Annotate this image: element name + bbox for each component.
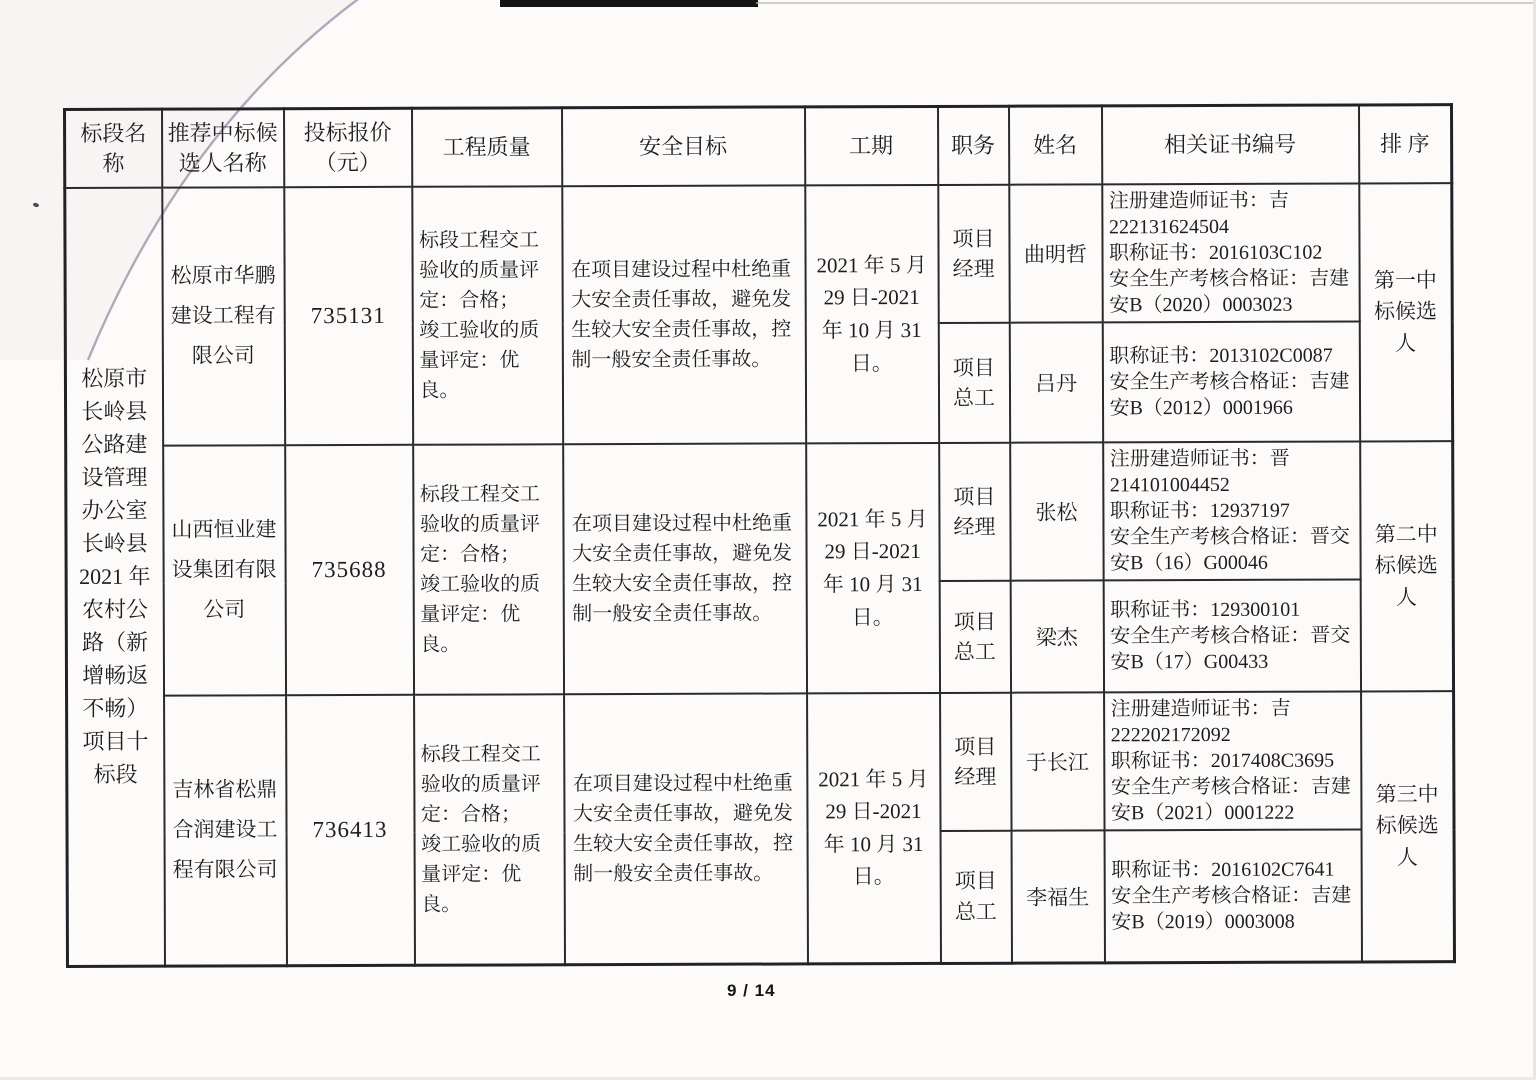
quality-cell: 标段工程交工 验收的质量评 定：合格； 竣工验收的质 量评定：优良。 — [412, 186, 563, 445]
rank-cell: 第二中标候选人 — [1360, 441, 1454, 691]
col-header-role: 职务 — [937, 106, 1008, 185]
certificates-cell: 注册建造师证书：晋 214101004452 职称证书：12937197 安全生产考核合格证：晋交 安B（16）G00046 — [1103, 441, 1360, 580]
scan-edge-black-strip — [500, 0, 758, 7]
bid-price-cell: 735688 — [285, 445, 414, 695]
safety-goal-cell: 在项目建设过程中杜绝重大安全责任事故，避免发生较大安全责任事故，控制一般安全责任事故。 — [562, 185, 806, 444]
company-cell: 山西恒业建设集团有限公司 — [163, 445, 286, 695]
certificates-cell: 职称证书：2013102C0087 安全生产考核合格证：吉建 安B（2012）0001966 — [1102, 321, 1359, 442]
rank-cell: 第三中标候选人 — [1361, 691, 1455, 961]
company-cell: 松原市华鹏建设工程有限公司 — [162, 187, 285, 445]
role-cell: 项目总工 — [940, 831, 1011, 963]
person-name-cell: 吕丹 — [1009, 322, 1102, 442]
bid-price-cell: 736413 — [286, 695, 415, 965]
role-cell: 项目经理 — [938, 185, 1009, 323]
role-cell: 项目经理 — [940, 693, 1011, 831]
company-cell: 吉林省松鼎合润建设工程有限公司 — [164, 695, 287, 965]
col-header-safety: 安全目标 — [562, 107, 805, 186]
person-name-cell: 梁杰 — [1010, 580, 1103, 692]
period-cell: 2021 年 5 月 29 日-2021 年 10 月 31 日。 — [807, 693, 941, 963]
role-cell: 项目总工 — [939, 581, 1010, 693]
col-header-rank: 排 序 — [1358, 105, 1451, 184]
page-number: 9 / 14 — [727, 981, 776, 1000]
bid-price-cell: 735131 — [284, 187, 413, 445]
safety-goal-cell: 在项目建设过程中杜绝重大安全责任事故，避免发生较大安全责任事故，控制一般安全责任事故。 — [563, 443, 807, 694]
quality-cell: 标段工程交工 验收的质量评 定：合格； 竣工验收的质 量评定：优良。 — [413, 444, 564, 695]
col-header-candidate: 推荐中标候 选人名称 — [162, 109, 284, 188]
bid-evaluation-table — [63, 103, 1456, 967]
person-name-cell: 于长江 — [1011, 692, 1104, 830]
scan-edge-thin-line — [756, 2, 1536, 4]
table-row — [65, 183, 1452, 326]
col-header-quality: 工程质量 — [412, 108, 562, 187]
ink-speck — [33, 202, 40, 208]
certificates-cell: 职称证书：2016102C7641 安全生产考核合格证：吉建 安B（2019）0003008 — [1104, 829, 1361, 962]
rank-cell: 第一中标候选人 — [1359, 183, 1453, 441]
quality-cell: 标段工程交工 验收的质量评 定：合格； 竣工验收的质 量评定：优良。 — [414, 694, 565, 965]
certificates-cell: 注册建造师证书：吉 222131624504 职称证书：2016103C102 安全生产考核合格证：吉建 安B（2020）0003023 — [1102, 183, 1359, 322]
section-name-cell: 松原市长岭县公路建设管理办公室长岭县2021 年农村公路（新增畅返不畅）项目十标段 — [65, 188, 165, 966]
col-header-name: 姓名 — [1008, 106, 1101, 185]
col-header-section: 标段名 称 — [65, 109, 162, 188]
table-row — [66, 441, 1453, 584]
role-cell: 项目经理 — [939, 443, 1010, 581]
table-row — [67, 691, 1454, 834]
col-header-certificates: 相关证书编号 — [1101, 105, 1358, 184]
role-cell: 项目总工 — [938, 323, 1009, 443]
person-name-cell: 张松 — [1010, 442, 1103, 580]
safety-goal-cell: 在项目建设过程中杜绝重大安全责任事故，避免发生较大安全责任事故，控制一般安全责任事故。 — [564, 693, 808, 964]
header-row — [65, 105, 1452, 188]
period-cell: 2021 年 5 月 29 日-2021 年 10 月 31 日。 — [805, 185, 939, 443]
person-name-cell: 李福生 — [1011, 830, 1104, 962]
period-cell: 2021 年 5 月 29 日-2021 年 10 月 31 日。 — [806, 443, 940, 693]
certificates-cell: 职称证书：129300101 安全生产考核合格证：晋交 安B（17）G00433 — [1103, 579, 1360, 692]
person-name-cell: 曲明哲 — [1009, 184, 1102, 322]
col-header-period: 工期 — [805, 106, 938, 185]
certificates-cell: 注册建造师证书：吉 222202172092 职称证书：2017408C3695 安全生产考核合格证：吉建 安B（2021）0001222 — [1104, 691, 1361, 830]
col-header-bid-price: 投标报价 （元） — [284, 108, 412, 187]
